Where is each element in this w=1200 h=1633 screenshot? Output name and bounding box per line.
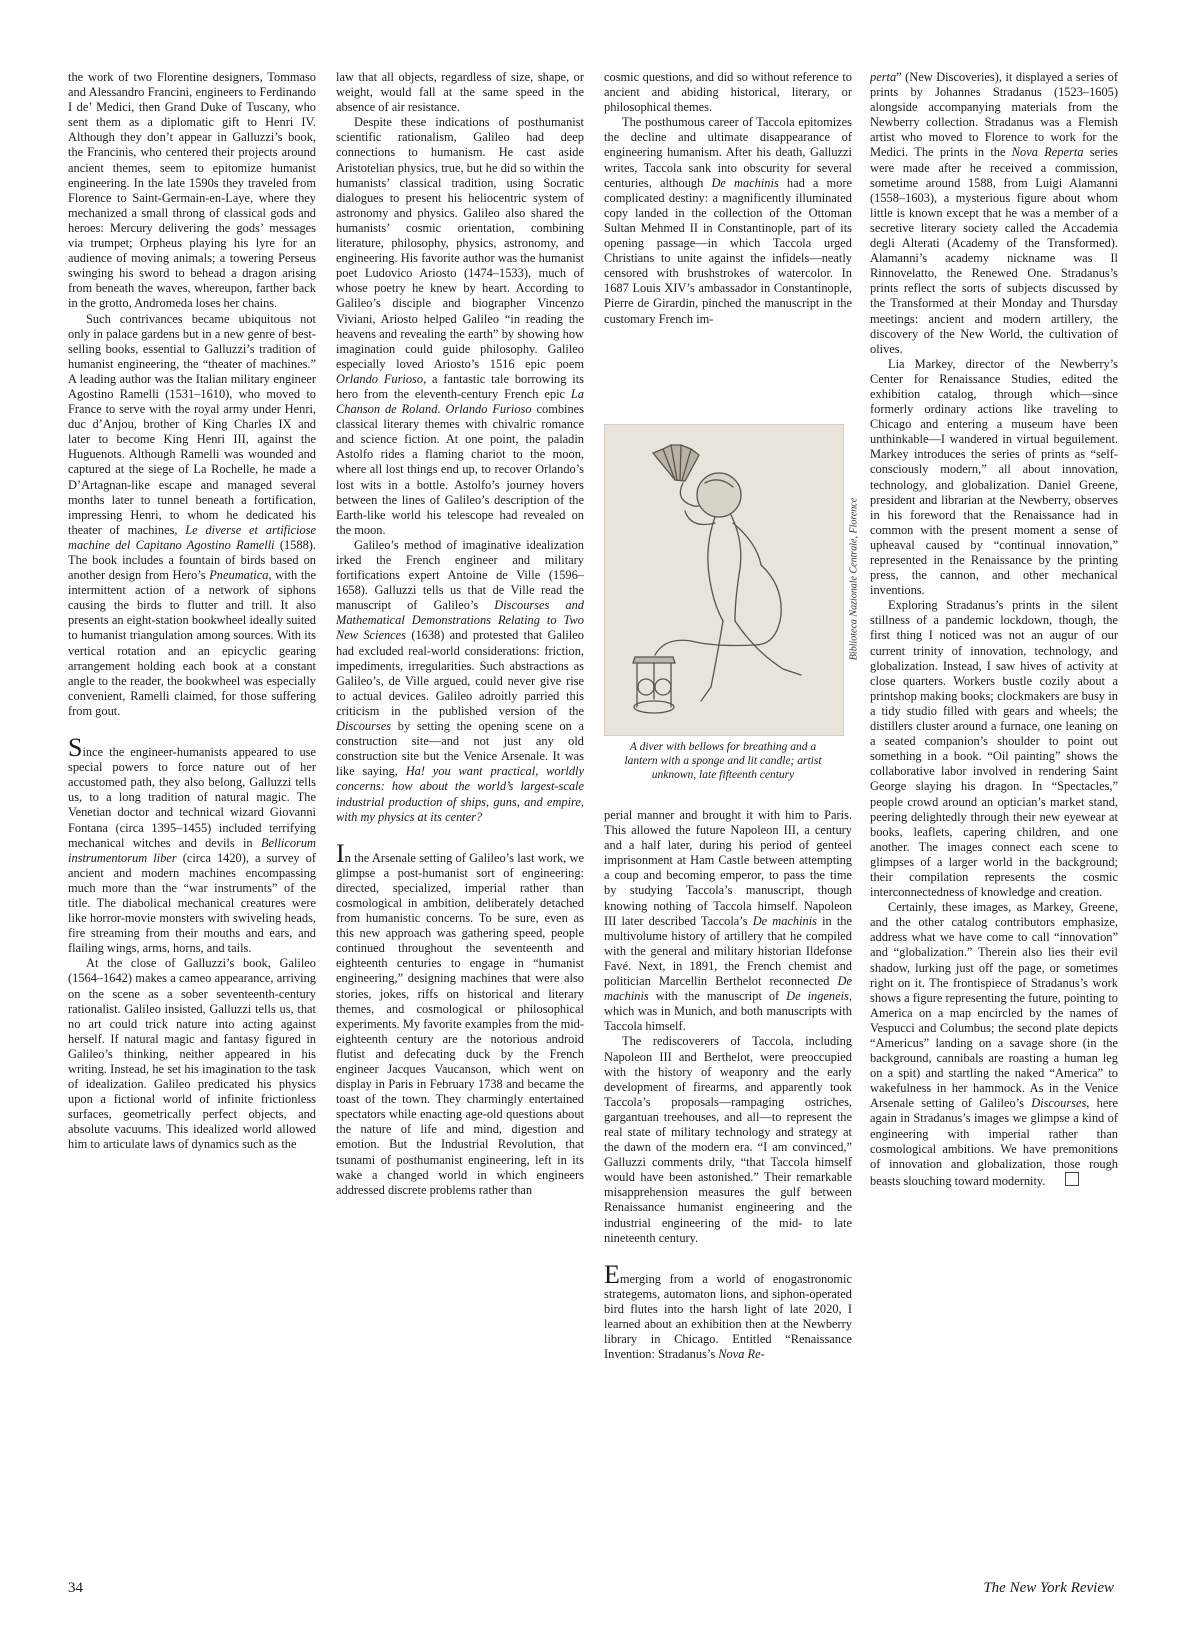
diver-illustration bbox=[604, 424, 844, 736]
column-2 bbox=[336, 70, 584, 1198]
paragraph: law that all objects, regardless of size, shape, or weight, would fall at the same speed in the absence of air resistance. bbox=[336, 70, 584, 115]
section-paragraph: In the Arsenale setting of Galileo’s last work, we glimpse a post-humanist sort of engineering: directed, specialized, imperial rather than cosmological in ambition, deliberately detached from humanistic concerns. To be sure, even as this new approach was gathering speed, people continued throughout the seventeenth and eighteenth centuries to engage in “humanist engineering,” designing machines that were also stories, jokes, riffs on historical and literary themes, and cosmological or philosophical experiments. My favorite examples from the mid-eighteenth century are the notorious android flutist and defecating duck by the French engineer Jacques Vaucanson, which went on display in Paris in February 1738 and became the toast of the town. They charmingly entertained spectators while enacting age-old questions about the nature of life and mind, digestion and emotion. But the Industrial Revolution, that tsunami of posthumanist engineering, left in its wake a changed world in which engineers addressed discrete problems rather than bbox=[336, 838, 584, 1197]
paragraph: Lia Markey, director of the Newberry’s Center for Renaissance Studies, edited the exhibition catalog, through which—since formerly ordinary actions like traveling to Chicago and entering a museum have been unthinkable—I wandered in virtual beguilement. Markey introduces the series of prints as “self-consciously modern,” all about innovation, technology, and globalization. Daniel Greene, president and librarian at the Newberry, observes in his foreword that the Renaissance had in common with the present moment a sense of upheaval caused by “continual innovation,” represented in the Renaissance by the printing press, the cannon, and other mechanical inventions. bbox=[870, 356, 1118, 598]
column-3-bottom bbox=[604, 808, 852, 1362]
paragraph: cosmic questions, and did so without reference to ancient and abiding historical, literary, or philosophical themes. bbox=[604, 70, 852, 115]
paragraph: The rediscoverers of Taccola, including Napoleon III and Berthelot, were preoccupied with the history of weaponry and the early development of firearms, and apparently took Taccola’s proposals—rampaging ostriches, gargantuan treehouses, and all—to represent the real state of military technology and strategy at the dawn of the modern era. “I am convinced,” Galluzzi comments drily, “that Taccola himself would have been astonished.” Their remarkable misapprehension measures the gulf between Renaissance humanist engineering and the industrial engineering of the mid- to late nineteenth century. bbox=[604, 1034, 852, 1245]
column-4 bbox=[870, 70, 1118, 1189]
end-mark-icon bbox=[1065, 1172, 1079, 1186]
paragraph: Such contrivances became ubiquitous not only in palace gardens but in a new genre of best-selling books, essential to Galluzzi’s tradition of humanist engineering, the “theater of machines.” A leading author was the Italian military engineer Agostino Ramelli (1531–1610), who moved to France to serve with the royal army under Henri, duc d’Anjou, brother of King Charles IX and later to become King Henri III, against the Huguenots. Although Ramelli was wounded and captured at the siege of La Rochelle, he made a D’Artagnan-like escape and managed several months later to tunnel beneath a fortification, impressing Henri, to whom he dedicated his theater of machines, Le diverse et artificiose machine del Capitano Agostino Ramelli (1588). The book includes a fountain of birds based on another design from Hero’s Pneumatica, with the intermittent action of a network of siphons causing the birds to flutter and trill. It also presents an eight-station bookwheel ideally suited to humanist triangulation among sources. With its vertical rotation and an epicyclic gearing arrangement holding each book at a constant angle to the reader, the bookwheel was especially convenient, Ramelli claimed, for those suffering from gout. bbox=[68, 311, 316, 718]
paragraph: perta” (New Discoveries), it displayed a series of prints by Johannes Stradanus (1523–1605) alongside accompanying materials from the Newberry collection. Stradanus was a Flemish artist who moved to Florence to work for the Medici. The prints in the Nova Reperta series were made after he received a commission, sometime around 1588, from Luigi Alamanni (1558–1603), a mysterious figure about whom little is known except that he was a member of a secretive literary society called the Accademia degli Alterati (Academy of the Transformed). Alamanni’s academy nickname was Il Rinnovelatto, the Renewed One. Stradanus’s prints reflect the sorts of subjects discussed by the Transformed at their Monday and Thursday meetings: ancient and modern artillery, the discovery of the New World, the cultivation of olives. bbox=[870, 70, 1118, 356]
paragraph: Galileo’s method of imaginative idealization irked the French engineer and military fortifications expert Antoine de Ville (1596–1658). Galluzzi tells us that de Ville read the manuscript of Galileo’s Discourses and Mathematical Demonstrations Relating to Two New Sciences (1638) and protested that Galileo had excluded real-world considerations: friction, impediments, irregularities. Such abstractions as Galileo’s, de Ville argued, could never give rise to actual devices. Galileo adroitly parried this criticism in the published version of the Discourses by setting the opening scene on a construction site—and not just any old construction site but the Venice Arsenale. It was like saying, Ha! you want practical, worldly concerns: how about the world’s largest-scale industrial production of ships, guns, and empire, with my physics at its center? bbox=[336, 537, 585, 824]
drop-cap: I bbox=[336, 838, 345, 868]
figure-caption: A diver with bellows for breathing and a lantern with a sponge and lit candle; artist unknown, late fifteenth century bbox=[624, 741, 822, 781]
column-3-top bbox=[604, 70, 852, 327]
paragraph: The posthumous career of Taccola epitomizes the decline and ultimate disappearance of engineering humanism. After his death, Galluzzi writes, Taccola sank into obscurity for several centuries, although De machinis had a more complicated destiny: a magnificently illuminated copy landed in the collection of the Ottoman Sultan Mehmed II in Constantinople, part of its opening passage—in which Taccola urged Christians to unite against the infidels—neatly censored with brushstrokes of watercolor. In 1687 Louis XIV’s ambassador in Constantinople, Pierre de Girardin, pinched the manuscript in the customary French im- bbox=[604, 115, 852, 326]
paragraph: Certainly, these images, as Markey, Greene, and the other catalog contributors emphasize, address what we have come to call “innovation” and “globalization.” Therein also lies their evil shadow, lurking just off the page, or sometimes right on it. The frontispiece of Stradanus’s work shows a figure representing the future, pointing to America on a map encircled by the names of Vespucci and Columbus; the second plate depicts “Americus” landing on a savage shore (in the background, cannibals are roasting a human leg on a spit) and startling the naked “America” to wakefulness in her hammock. As in the Venice Arsenale setting of Galileo’s Discourses, here again in Stradanus’s images we glimpse a kind of engineering with imperial rather than cosmological ambitions. We have premonitions of innovation and globalization, those rough beasts slouching toward modernity. bbox=[870, 900, 1118, 1188]
paragraph: the work of two Florentine designers, Tommaso and Alessandro Francini, engineers to Ferdinando I de’ Medici, then Grand Duke of Tuscany, who sent them as a diplomatic gift to Henri IV. Although they don’t appear in Galluzzi’s book, the Francinis, who centered their projects around ancient themes, seem to epitomize humanist engineering. In the late 1590s they traveled from Florence to Saint-Germain-en-Laye, where they mechanized a small throng of classical gods and heroes: Mercury delivering the gods’ messages via trumpet; Orpheus playing his lyre for an audience of moving animals; a towering Perseus swinging his sword to behead a dragon arising from beneath the waves, whereupon, farther back in the grotto, Andromeda loses her chains. bbox=[68, 70, 316, 311]
column-1 bbox=[68, 70, 316, 1153]
drop-cap: S bbox=[68, 733, 83, 763]
section-paragraph: Since the engineer-humanists appeared to use special powers to force nature out of her accustomed path, they also belong, Galluzzi tells us, to a long tradition of natural magic. The Venetian doctor and technical wizard Giovanni Fontana (circa 1395–1455) included terrifying mechanical witches and devils in Bellicorum instrumentorum liber (circa 1420), a survey of ancient and modern machines encompassing much more than the “war instruments” of the title. The diabolical mechanical creatures were like horror-movie monsters with swiveling heads, fire streaming from their mouths and ears, and flailing wings, arms, horns, and tails. bbox=[68, 733, 316, 956]
section-paragraph: Emerging from a world of enogastronomic strategems, automaton lions, and siphon-operated bird flutes into the harsh light of late 2020, I learned about an exhibition then at the Newberry library in Chicago. Entitled “Renaissance Invention: Stradanus’s Nova Re- bbox=[604, 1259, 852, 1362]
diver-drawing bbox=[605, 425, 843, 735]
publication-name: The New York Review bbox=[983, 1580, 1114, 1596]
paragraph: Exploring Stradanus’s prints in the silent stillness of a pandemic lockdown, though, the first thing I noticed was not an augur of our current trinity of innovation, technology, and globalization. Instead, I saw hives of activity at close quarters. Workers bustle cozily about a printshop making books; clockmakers are busy in a tidy studio filled with gears and wheels; the distillers cluster around a furnace, one leaning on a seated companion’s shoulder to point out something in a book. “Oil painting” shows the collaborative labor involved in rendering Saint George slaying his dragon. In “Spectacles,” people crowd around an optician’s market stand, peering delightedly through their new eyewear at books, leaflets, capering children, and one another. The images connect each scene to glimpses of a larger world in the background; their compilation represents the cosmic interconnectedness of knowledge and creation. bbox=[870, 598, 1118, 900]
paragraph: perial manner and brought it with him to Paris. This allowed the future Napoleon III, a century and a half later, during his period of genteel imprisonment at Ham Castle between attempting a coup and becoming emperor, to pass the time by studying Taccola’s manuscript, though knowing nothing of Taccola himself. Napoleon III later described Taccola’s De machinis in the multivolume history of artillery that he compiled with the general and military historian Ildefonse Favé. Next, in 1891, the French chemist and politician Marcellin Berthelot reconnected De machinis with the manuscript of De ingeneis, which was in Munich, and both manuscripts with Taccola himself. bbox=[604, 808, 852, 1034]
paragraph: At the close of Galluzzi’s book, Galileo (1564–1642) makes a cameo appearance, arriving on the scene as a sober seventeenth-century rationalist. Galileo insisted, Galluzzi tells us, that no art could trick nature into acting against herself. If natural magic and fantasy figured in Galileo’s thinking, neither appeared in his writing. Instead, he set his imagination to the task of idealization. Galileo predicated his physics upon a fictional world of infinite frictionless surfaces, geometrically perfect objects, and absolute vacuums. This idealized world allowed him to articulate laws of dynamics such as the bbox=[68, 956, 316, 1152]
photo-credit: Biblioteca Nazionale Centrale, Florence bbox=[848, 497, 860, 661]
page-number: 34 bbox=[68, 1580, 83, 1596]
drop-cap: E bbox=[604, 1259, 620, 1289]
paragraph: Despite these indications of posthumanist scientific rationalism, Galileo had deep connections to humanism. He cast aside Aristotelian physics, true, but he did so within the humanists’ classical tradition, using Socratic dialogues to present his heliocentric system of astronomy and physics. Galileo also shared the humanists’ cosmic orientation, combining literature, philosophy, physics, astronomy, and engineering. His favorite author was the humanist poet Ludovico Ariosto (1474–1533), much of whose poetry he knew by heart. According to Galileo’s disciple and biographer Vincenzo Viviani, Ariosto helped Galileo “in reading the heavens and revealing the earth” by showing how imagination could guide philosophy. Galileo especially loved Ariosto’s 1516 epic poem Orlando Furioso, a fantastic tale borrowing its hero from the eleventh-century French epic La Chanson de Roland. Orlando Furioso combines classical literary themes with chivalric romance and science fiction. At one point, the paladin Astolfo rides a flaming chariot to the moon, where all lost things end up, to recover Orlando’s lost wits in a bottle. Astolfo’s journey hovers between the lines of Galileo’s description of the Earth-like world his telescope had revealed on the moon. bbox=[336, 115, 584, 537]
